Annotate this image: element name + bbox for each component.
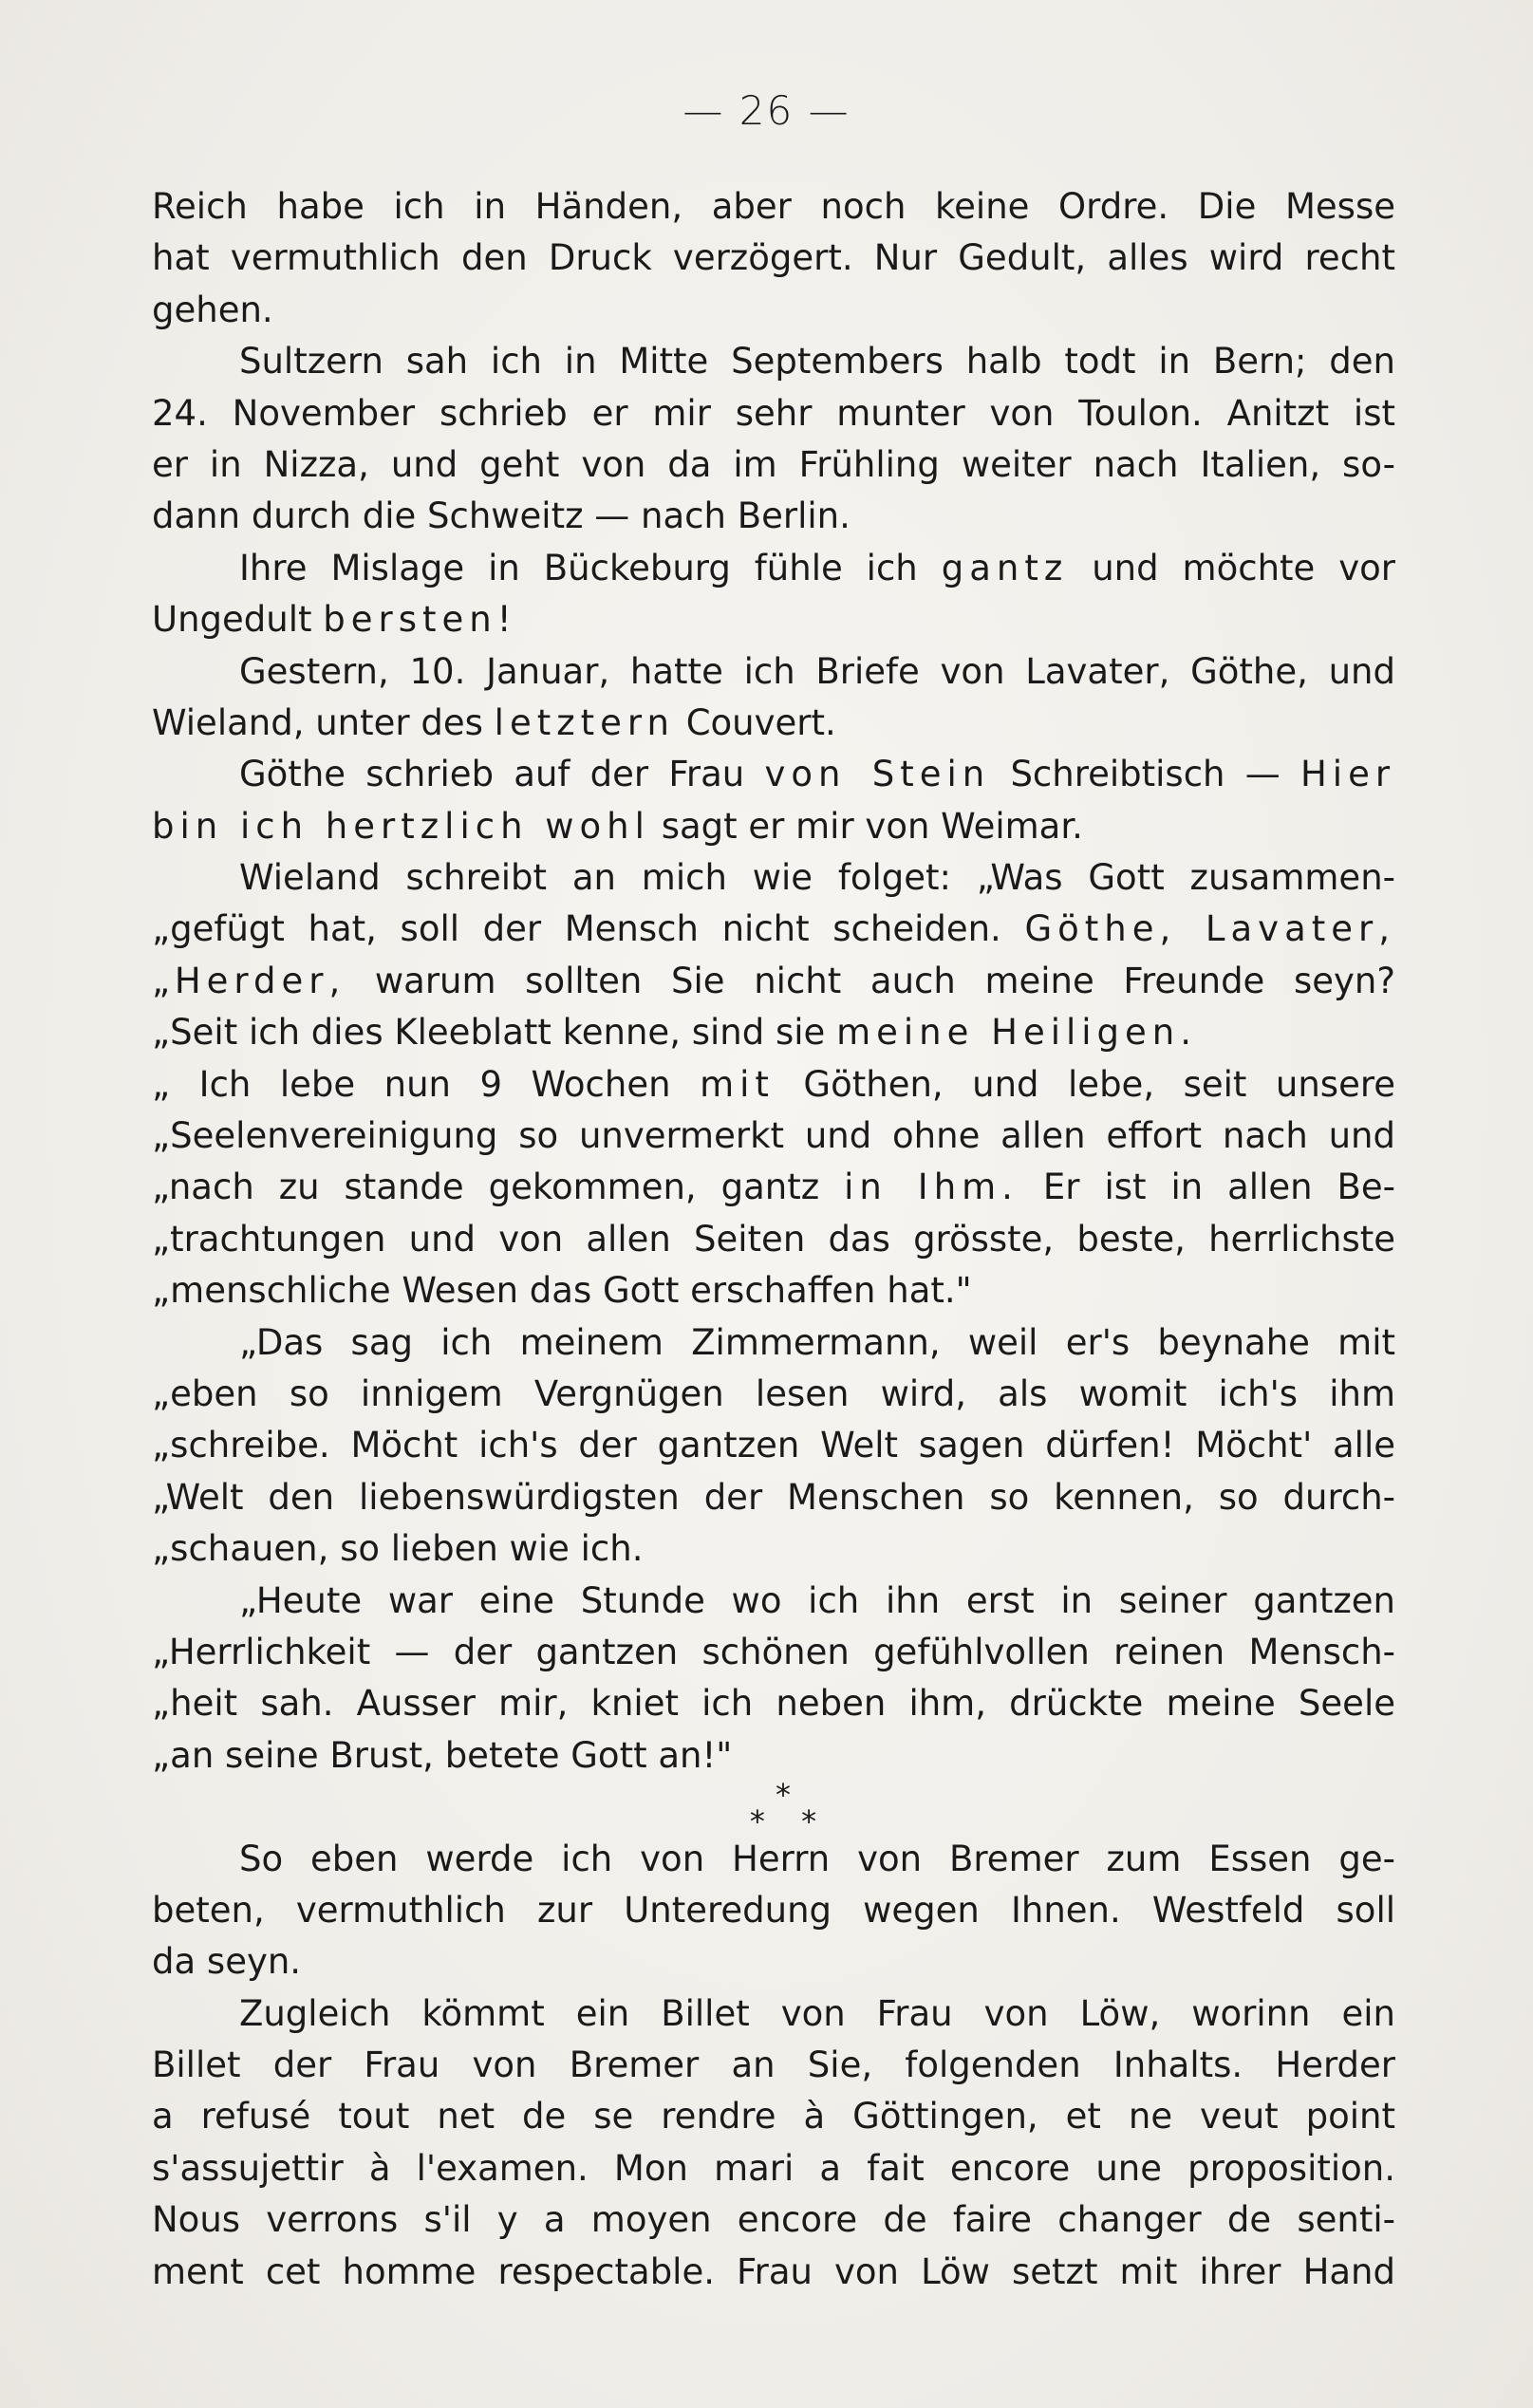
text-line: hat vermuthlich den Druck verzögert. Nur Gedult, alles wird recht — [152, 237, 1395, 279]
text-run: Couvert. — [685, 701, 836, 743]
text-line: So eben werde ich von Herrn von Bremer zum Essen ge- — [239, 1838, 1395, 1879]
text-line: Wieland schreibt an mich wie folget: „Was Gott zusammen- — [239, 857, 1395, 899]
text-run: Ungedult — [152, 599, 312, 641]
text-line — [152, 698, 1395, 749]
text-run: Schreibtisch — — [1010, 754, 1281, 795]
text-line: „Seelenvereinigung so unvermerkt und ohne allen effort nach und — [152, 1115, 1395, 1157]
emphasis-run: von Stein — [764, 754, 991, 795]
text-line: dann durch die Schweitz — nach Berlin. — [152, 495, 851, 537]
text-line: er in Nizza, und geht von da im Frühling weiter nach Italien, so- — [152, 443, 1395, 485]
text-line: „Welt den liebenswürdigsten der Menschen so kennen, so durch- — [152, 1476, 1395, 1518]
separator-star-top: * — [776, 1777, 791, 1814]
emphasis-run: „Herder, — [152, 960, 346, 1001]
text-line — [152, 1162, 1395, 1213]
separator-stars-bottom: * * — [749, 1803, 817, 1840]
text-run: Göthe schrieb auf der Frau — [239, 754, 745, 795]
text-run: warum sollten Sie nicht auch meine Freunde seyn? — [374, 960, 1395, 1001]
text-run: „ Ich lebe nun 9 Wochen — [152, 1063, 671, 1105]
emphasis-run: meine Heiligen. — [836, 1012, 1198, 1054]
text-run: „gefügt hat, soll der Mensch nicht scheiden. — [152, 908, 1001, 950]
emphasis-run: bersten! — [323, 599, 517, 641]
emphasis-run: gantz — [941, 547, 1069, 588]
text-line: s'assujettir à l'examen. Mon mari a fait encore une proposition. — [152, 2147, 1395, 2189]
text-line: a refusé tout net de se rendre à Göttingen, et ne veut point — [152, 2096, 1395, 2137]
section-separator — [152, 1777, 1395, 1840]
text-line: Gestern, 10. Januar, hatte ich Briefe von Lavater, Göthe, und — [239, 650, 1395, 692]
text-line: „menschliche Wesen das Gott erschaffen hat." — [152, 1270, 972, 1312]
body-text — [152, 181, 1395, 2298]
text-line: „schauen, so lieben wie ich. — [152, 1528, 644, 1570]
emphasis-run: Göthe, Lavater, — [1024, 908, 1395, 950]
text-line — [152, 801, 1395, 852]
emphasis-run: Hier — [1299, 754, 1396, 795]
text-line: Sultzern sah ich in Mitte Septembers halb todt in Bern; den — [239, 341, 1395, 383]
text-line — [152, 1007, 1395, 1058]
text-run: Er ist in allen Be- — [1042, 1167, 1396, 1208]
text-line: „Herrlichkeit — der gantzen schönen gefühlvollen reinen Mensch- — [152, 1631, 1395, 1672]
text-run: „nach zu stande gekommen, gantz — [152, 1167, 820, 1208]
text-line — [152, 543, 1395, 594]
text-line: Billet der Frau von Bremer an Sie, folgenden Inhalts. Herder — [152, 2044, 1395, 2086]
text-line — [152, 1059, 1395, 1111]
emphasis-run: bin ich hertzlich wohl — [152, 805, 650, 847]
text-line: „eben so innigem Vergnügen lesen wird, als womit ich's ihm — [152, 1372, 1395, 1414]
text-run: Göthen, und lebe, seit unsere — [803, 1063, 1395, 1105]
text-line: Zugleich kömmt ein Billet von Frau von Löw, worinn ein — [239, 1992, 1395, 2034]
text-line — [152, 594, 1395, 645]
emphasis-run: letztern — [494, 701, 675, 743]
text-line — [152, 904, 1395, 955]
text-line: da seyn. — [152, 1941, 302, 1983]
text-line: „heit sah. Ausser mir, kniet ich neben ihm, drückte meine Seele — [152, 1683, 1395, 1725]
text-line: ment cet homme respectable. Frau von Löw setzt mit ihrer Hand — [152, 2250, 1395, 2292]
page-number: — 26 — — [682, 87, 851, 134]
text-line: „trachtungen und von allen Seiten das grösste, beste, herrlichste — [152, 1218, 1395, 1260]
text-line — [152, 749, 1395, 800]
text-run: und möchte vor — [1092, 547, 1395, 588]
text-run: Ihre Mislage in Bückeburg fühle ich — [239, 547, 918, 588]
text-line: beten, vermuthlich zur Unteredung wegen Ihnen. Westfeld soll — [152, 1889, 1395, 1931]
text-run: Wieland, unter des — [152, 701, 483, 743]
text-line: 24. November schrieb er mir sehr munter von Toulon. Anitzt ist — [152, 392, 1395, 434]
text-line: Reich habe ich in Händen, aber noch keine Ordre. Die Messe — [152, 186, 1395, 227]
text-line: „an seine Brust, betete Gott an!" — [152, 1734, 733, 1776]
text-run: sagt er mir von Weimar. — [661, 805, 1083, 847]
text-line: gehen. — [152, 289, 273, 330]
text-line: „schreibe. Möcht ich's der gantzen Welt sagen dürfen! Möcht' alle — [152, 1425, 1395, 1466]
text-line: „Heute war eine Stunde wo ich ihn erst in seiner gantzen — [239, 1579, 1395, 1621]
emphasis-run: in Ihm. — [844, 1167, 1019, 1208]
text-line: „Das sag ich meinem Zimmermann, weil er's beynahe mit — [239, 1321, 1395, 1363]
text-line — [152, 956, 1395, 1007]
emphasis-run: mit — [700, 1063, 775, 1105]
text-run: „Seit ich dies Kleeblatt kenne, sind sie — [152, 1012, 826, 1054]
text-line: Nous verrons s'il y a moyen encore de faire changer de senti- — [152, 2199, 1395, 2241]
